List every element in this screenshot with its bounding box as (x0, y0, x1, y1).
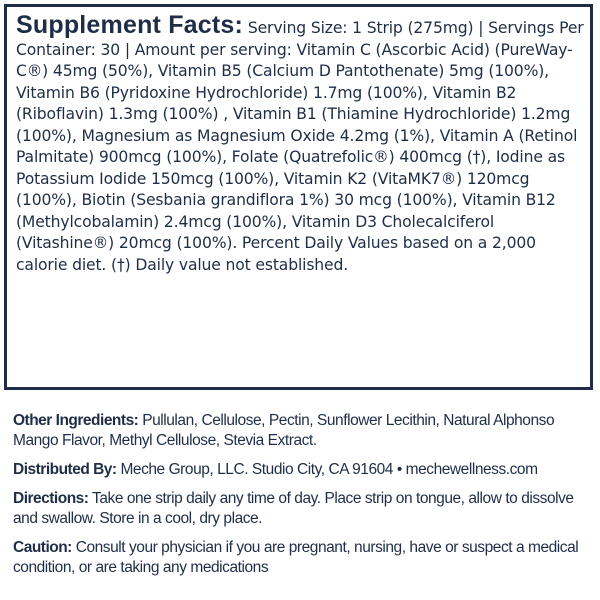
supplement-facts-panel (4, 4, 593, 390)
directions-label: Directions: (13, 490, 89, 507)
other-ingredients-text: Pullulan, Cellulose, Pectin, Sunflower Lecithin, Natural Alphonso Mango Flavor, Methyl Cellulose, Stevia Extract. (13, 412, 555, 449)
caution-text: Consult your physician if you are pregnant, nursing, have or suspect a medical condition, or are taking any medications (13, 539, 579, 576)
directions (13, 489, 595, 529)
caution (13, 538, 595, 578)
distributed-by-label: Distributed By: (13, 461, 117, 478)
supplement-facts-text (16, 11, 584, 276)
directions-text: Take one strip daily any time of day. Place strip on tongue, allow to dissolve and swallow. Store in a cool, dry place. (13, 490, 574, 527)
label-info-section (13, 411, 595, 587)
distributed-by-text: Meche Group, LLC. Studio City, CA 91604 • mechewellness.com (116, 461, 538, 478)
other-ingredients-label: Other Ingredients: (13, 412, 139, 429)
other-ingredients (13, 411, 595, 451)
supplement-facts-body: Serving Size: 1 Strip (275mg) | Servings Per Container: 30 | Amount per serving: Vitamin C (Ascorbic Acid) (PureWay-C®) 45mg (50%), Vitamin B5 (Calcium D Pantothenate) 5mg (100%), Vitamin B6 (Pyridoxine Hydrochloride) 1.7mg (100%), Vitamin B2 (Riboflavin) 1.3mg (100%) , Vitamin B1 (Thiamine Hydrochloride) 1.2mg (100%), Magnesium as Magnesium Oxide 4.2mg (1%), Vitamin A (Retinol Palmitate) 900mcg (100%), Folate (Quatrefolic®) 400mcg (†), Iodine as Potassium Iodide 150mcg (100%), Vitamin K2 (VitaMK7®) 120mcg (100%), Biotin (Sesbania grandiflora 1%) 30 mcg (100%), Vitamin B12 (Methylcobalamin) 2.4mcg (100%), Vitamin D3 Cholecalciferol (Vitashine®) 20mcg (100%). Percent Daily Values based on a 2,000 calorie diet. (†) Daily value not established. (16, 19, 584, 274)
distributed-by (13, 460, 595, 480)
caution-label: Caution: (13, 539, 72, 556)
supplement-facts-title: Supplement Facts: (16, 11, 244, 39)
